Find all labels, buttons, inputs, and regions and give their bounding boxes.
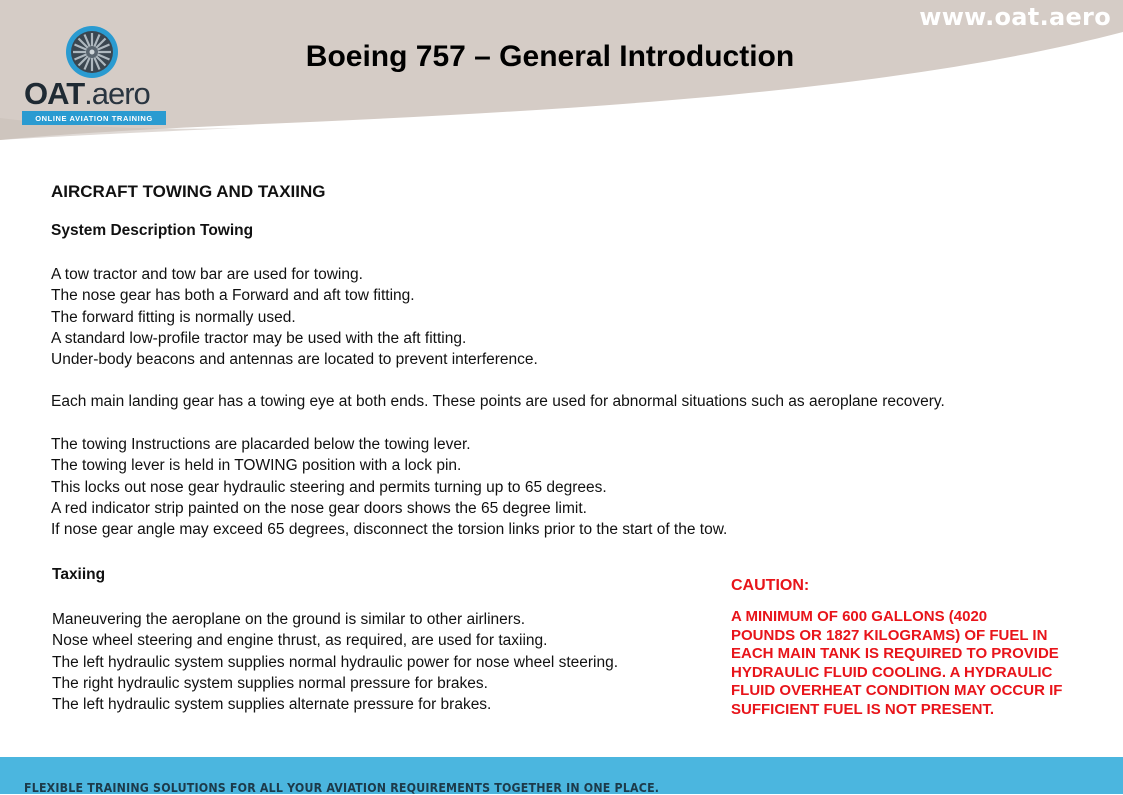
text-line: Each main landing gear has a towing eye at both ends. These points are used for abnormal situations such as aeroplane recovery. xyxy=(51,393,945,410)
text-line: The forward fitting is normally used. xyxy=(51,308,296,326)
text-line: Nose wheel steering and engine thrust, as required, are used for taxiing. xyxy=(52,632,548,650)
footer-tagline: FLEXIBLE TRAINING SOLUTIONS FOR ALL YOUR AVIATION REQUIREMENTS TOGETHER IN ONE PLACE. xyxy=(24,781,660,795)
logo-wordmark xyxy=(24,76,150,112)
site-url: www.oat.aero xyxy=(919,3,1111,31)
text-line: Under-body beacons and antennas are located to prevent interference. xyxy=(51,351,538,369)
text-line: The left hydraulic system supplies alternate pressure for brakes. xyxy=(52,696,492,714)
text-line: This locks out nose gear hydraulic steering and permits turning up to 65 degrees. xyxy=(51,478,607,496)
towing-subheading: System Description Towing xyxy=(51,222,254,239)
text-line: A tow tractor and tow bar are used for towing. xyxy=(51,266,363,283)
towing-paragraph-1 xyxy=(51,264,538,370)
caution-body xyxy=(731,608,1091,720)
text-line: Maneuvering the aeroplane on the ground is similar to other airliners. xyxy=(52,611,526,628)
taxiing-paragraph xyxy=(52,609,618,715)
logo-brand-main: OAT xyxy=(24,76,85,111)
caution-line: EACH MAIN TANK IS REQUIRED TO PROVIDE xyxy=(731,645,1059,663)
section-heading: AIRCRAFT TOWING AND TAXIING xyxy=(51,182,326,201)
text-line: The towing lever is held in TOWING position with a lock pin. xyxy=(51,457,462,475)
towing-paragraph-3 xyxy=(51,434,727,540)
text-line: If nose gear angle may exceed 65 degrees, disconnect the torsion links prior to the start of the tow. xyxy=(51,521,728,539)
text-line: A standard low-profile tractor may be used with the aft fitting. xyxy=(51,329,467,347)
text-line: The right hydraulic system supplies normal pressure for brakes. xyxy=(52,674,488,692)
taxiing-subheading: Taxiing xyxy=(52,566,106,583)
caution-line: A MINIMUM OF 600 GALLONS (4020 xyxy=(731,608,988,625)
towing-paragraph-2 xyxy=(51,391,945,412)
caution-line: POUNDS OR 1827 KILOGRAMS) OF FUEL IN xyxy=(731,626,1048,644)
logo-tagline: ONLINE AVIATION TRAINING xyxy=(22,111,166,125)
text-line: The left hydraulic system supplies normal hydraulic power for nose wheel steering. xyxy=(52,653,619,671)
caution-title: CAUTION: xyxy=(731,577,810,594)
text-line: The towing Instructions are placarded below the towing lever. xyxy=(51,436,471,453)
logo-brand-suffix: .aero xyxy=(84,76,150,111)
text-line: A red indicator strip painted on the nose gear doors shows the 65 degree limit. xyxy=(51,499,587,517)
page-title: Boeing 757 – General Introduction xyxy=(305,40,795,73)
caution-line: HYDRAULIC FLUID COOLING. A HYDRAULIC xyxy=(731,663,1053,681)
caution-line: FLUID OVERHEAT CONDITION MAY OCCUR IF xyxy=(731,682,1063,700)
caution-line: SUFFICIENT FUEL IS NOT PRESENT. xyxy=(731,700,995,718)
text-line: The nose gear has both a Forward and aft tow fitting. xyxy=(51,287,415,305)
